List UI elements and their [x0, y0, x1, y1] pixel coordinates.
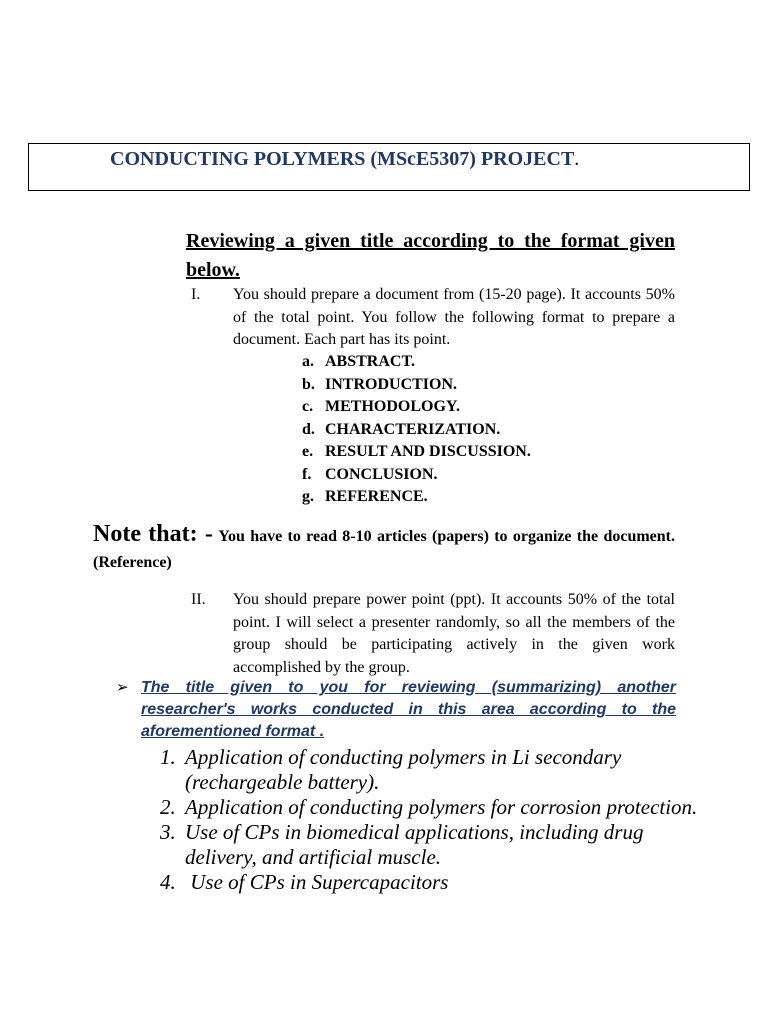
- review-heading: Reviewing a given title according to the format given below.: [186, 230, 675, 281]
- list-item-number: 1.: [160, 745, 176, 769]
- list-item-number: 4.: [160, 870, 176, 894]
- instruction-text: You should prepare power point (ppt). It accounts 50% of the total point. I will select a presenter randomly, so all the members of the group should be participating actively in the given work accomplished by the group.: [233, 591, 675, 676]
- list-item: [302, 441, 531, 464]
- list-item-text: Application of conducting polymers for corrosion protection.: [185, 795, 698, 819]
- assignment-paragraph: [116, 677, 676, 743]
- assignment-text: The title given to you for reviewing (summarizing) another researcher's works conducted in this area according to the aforementioned format .: [141, 679, 676, 740]
- page-title-period: .: [574, 148, 580, 170]
- list-item-letter: c.: [302, 398, 314, 415]
- list-item-letter: e.: [302, 443, 314, 460]
- list-item-text: Use of CPs in Supercapacitors: [185, 870, 449, 894]
- list-item: [160, 795, 720, 820]
- instruction-numeral: I.: [191, 286, 201, 303]
- list-item-text: Use of CPs in biomedical applications, including drug delivery, and artificial muscle.: [185, 820, 644, 869]
- list-item-letter: g.: [302, 488, 314, 505]
- list-item-letter: d.: [302, 420, 315, 438]
- list-item: [302, 464, 531, 487]
- list-item: [160, 870, 720, 895]
- list-item-letter: b.: [302, 375, 315, 393]
- list-item-label: CHARACTERIZATION.: [325, 420, 501, 438]
- list-item: [302, 419, 531, 442]
- list-item: [302, 351, 531, 374]
- list-item-text: Application of conducting polymers in Li secondary (rechargeable battery).: [185, 745, 622, 794]
- list-item-label: ABSTRACT.: [325, 353, 415, 370]
- list-item: [160, 745, 720, 795]
- list-item-label: METHODOLOGY.: [325, 398, 460, 415]
- list-item: [302, 374, 531, 397]
- list-item-label: REFERENCE.: [325, 488, 428, 505]
- arrow-bullet-icon: ➢: [116, 679, 129, 696]
- instruction-text: You should prepare a document from (15-20 page). It accounts 50% of the total point. You follow the following format to prepare a document. Each part has its point.: [233, 286, 675, 348]
- page-title: [110, 148, 579, 171]
- note-label: Note that: -: [93, 521, 213, 547]
- page-title-text: CONDUCTING POLYMERS (MScE5307) PROJECT: [110, 148, 575, 170]
- list-item-number: 2.: [160, 795, 176, 819]
- list-item: [160, 820, 720, 870]
- list-item-label: INTRODUCTION.: [325, 375, 458, 393]
- list-item-label: RESULT AND DISCUSSION.: [325, 443, 531, 460]
- topics-list: [160, 745, 720, 895]
- list-item: [302, 396, 531, 419]
- list-item-letter: f.: [302, 465, 312, 483]
- note-text: You have to read 8-10 articles (papers) to organize the document. (Reference): [93, 528, 675, 571]
- list-item: [302, 486, 531, 509]
- list-item-number: 3.: [160, 820, 176, 844]
- note-paragraph: [93, 521, 675, 576]
- list-item-letter: a.: [302, 353, 314, 370]
- document-parts-list: [302, 351, 531, 509]
- instruction-numeral: II.: [191, 591, 206, 608]
- list-item-label: CONCLUSION.: [325, 465, 438, 483]
